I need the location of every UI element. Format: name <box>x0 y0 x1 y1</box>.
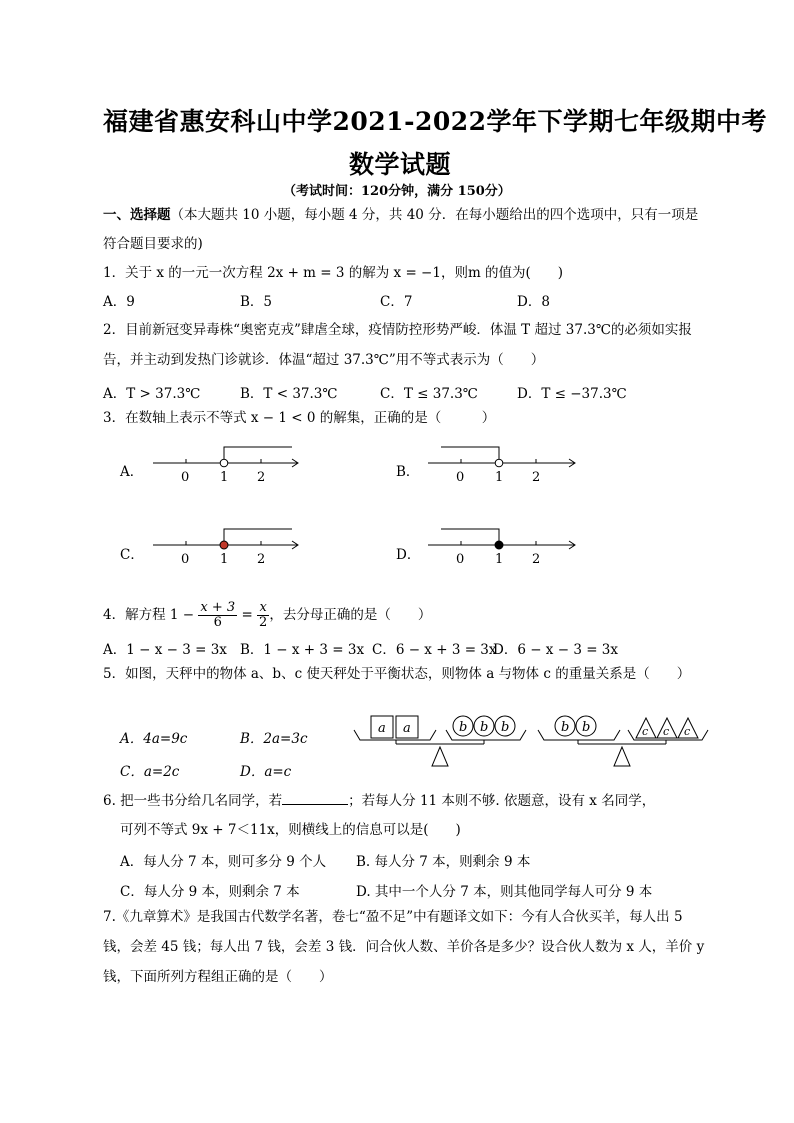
fulcrum <box>432 747 448 766</box>
q4-option-d[interactable]: D．6 − x − 3 = 3x <box>493 642 619 658</box>
section-intro-a: （本大题共 10 小题，每小题 4 分，共 40 分．在每小题给出的四个选项中，只有一项是 <box>170 207 699 223</box>
q6-option-b[interactable]: B. 每人分 7 本，则剩余 9 本 <box>356 854 531 870</box>
q1-option-a[interactable]: A．9 <box>103 294 135 310</box>
tick-label-2: 2 <box>257 470 266 485</box>
solution-bracket <box>441 447 499 463</box>
q3-numberline-d[interactable] <box>425 522 585 567</box>
ball-b-2-label: b <box>480 720 489 735</box>
q2-option-d[interactable]: D．T ≤ −37.3℃ <box>517 386 627 402</box>
page-title-line2: 数学试题 <box>349 150 452 179</box>
q4-frac2-num: x <box>257 601 269 616</box>
q4-fraction-1 <box>198 601 237 630</box>
tick-label-2: 2 <box>257 552 266 567</box>
balance-figure-2 <box>536 708 716 772</box>
ball-b-1-label: b <box>561 720 570 735</box>
q7-line2: 钱，会差 45 钱；每人出 7 钱，会差 3 钱．问合伙人数、羊价各是多少？设合伙人数为 x 人，羊价 y <box>103 939 705 955</box>
section-heading: 一、选择题 <box>103 207 171 223</box>
q3-numberline-a[interactable] <box>150 440 310 485</box>
q3-numberline-c[interactable] <box>150 522 310 567</box>
tick-label-0: 0 <box>456 552 465 567</box>
q3-label-c[interactable]: C． <box>120 547 144 563</box>
tick-label-1: 1 <box>495 552 504 567</box>
q5-option-b[interactable]: B．2a=3c <box>240 731 308 747</box>
q6-option-a[interactable]: A．每人分 7 本，则可多分 9 个人 <box>120 854 327 870</box>
tick-label-0: 0 <box>181 470 190 485</box>
q4-prefix: 4．解方程 1 − <box>103 607 195 623</box>
tick-label-0: 0 <box>456 470 465 485</box>
q5-option-d[interactable]: D．a=c <box>240 764 292 780</box>
tick-label-1: 1 <box>220 470 229 485</box>
q1-stem: 1．关于 x 的一元一次方程 2x + m = 3 的解为 x = −1，则m 的值为( ) <box>103 265 564 281</box>
q6-option-d[interactable]: D. 其中一个人分 7 本，则其他同学每人可分 9 本 <box>356 884 653 900</box>
exam-info: （考试时间：120分钟，满分 150分） <box>283 184 511 199</box>
q3-numberline-b[interactable] <box>425 440 585 485</box>
q6-blank[interactable] <box>282 790 348 805</box>
q2-option-a[interactable]: A．T > 37.3℃ <box>103 386 201 402</box>
q5-option-c[interactable]: C．a=2c <box>120 764 180 780</box>
q4-suffix: ，去分母正确的是（ ） <box>269 607 432 623</box>
section-intro <box>103 205 698 225</box>
q2-option-c[interactable]: C．T ≤ 37.3℃ <box>380 386 478 402</box>
q4-equals: = <box>241 607 253 623</box>
q6-option-c[interactable]: C．每人分 9 本，则剩余 7 本 <box>120 884 300 900</box>
q4-option-b[interactable]: B．1 − x + 3 = 3x <box>240 642 365 658</box>
q6-line1 <box>103 790 655 811</box>
filled-point <box>220 541 228 549</box>
q4-option-a[interactable]: A．1 − x − 3 = 3x <box>103 642 227 658</box>
q3-label-a[interactable]: A． <box>120 464 144 480</box>
tri-c-3-label: c <box>684 725 691 738</box>
tri-c-2-label: c <box>663 725 670 738</box>
tick-label-2: 2 <box>532 552 541 567</box>
box-a-2-label: a <box>403 721 411 736</box>
q2-line1: 2．目前新冠变异毒株“奥密克戎”肆虐全球，疫情防控形势严峻．体温 T 超过 37.3℃的必须如实报 <box>103 322 692 338</box>
ball-b-2-label: b <box>582 720 591 735</box>
tick-label-2: 2 <box>532 470 541 485</box>
q1-option-d[interactable]: D．8 <box>517 294 550 310</box>
q5-stem: 5．如图，天秤中的物体 a、b、c 使天秤处于平衡状态，则物体 a 与物体 c 的重量关系是（ ） <box>103 666 691 682</box>
q6-line1b: ；若每人分 11 本则不够. 依题意，设有 x 名同学， <box>348 793 656 809</box>
open-point <box>495 459 503 467</box>
solution-bracket <box>224 447 292 463</box>
filled-point <box>495 541 503 549</box>
tick-label-0: 0 <box>181 552 190 567</box>
box-a-1-label: a <box>378 721 386 736</box>
q6-line2: 可列不等式 9x + 7＜11x，则横线上的信息可以是( ) <box>120 822 461 838</box>
q1-option-c[interactable]: C．7 <box>380 294 413 310</box>
q3-label-b[interactable]: B． <box>396 464 420 480</box>
q4-option-c[interactable]: C．6 − x + 3 = 3x <box>372 642 497 658</box>
q1-option-b[interactable]: B．5 <box>240 294 273 310</box>
q6-line1a: 6. 把一些书分给几名同学，若 <box>103 793 283 809</box>
ball-b-1-label: b <box>459 720 468 735</box>
q4-stem <box>103 596 431 634</box>
q4-frac1-den: 6 <box>213 615 222 630</box>
solution-bracket <box>441 529 499 545</box>
q2-option-b[interactable]: B．T < 37.3℃ <box>240 386 338 402</box>
ball-b-3-label: b <box>501 720 510 735</box>
q3-label-d[interactable]: D． <box>396 547 421 563</box>
tick-label-1: 1 <box>495 470 504 485</box>
q2-line2: 告，并主动到发热门诊就诊．体温“超过 37.3℃”用不等式表示为（ ） <box>103 352 545 368</box>
q7-line3: 钱，下面所列方程组正确的是（ ） <box>103 969 333 985</box>
tick-label-1: 1 <box>220 552 229 567</box>
fulcrum <box>614 747 630 766</box>
balance-figure-1 <box>352 708 532 772</box>
left-pan <box>354 730 436 740</box>
page-title-line1: 福建省惠安科山中学2021-2022学年下学期七年级期中考 <box>103 107 768 136</box>
q5-option-a[interactable]: A．4a=9c <box>120 731 188 747</box>
q4-frac2-den: 2 <box>259 615 268 630</box>
open-point <box>220 459 228 467</box>
q7-line1: 7.《九章算术》是我国古代数学名著，卷七“盈不足”中有题译文如下：今有人合伙买羊，每人出 5 <box>103 909 683 925</box>
q4-frac1-num: x + 3 <box>200 600 236 615</box>
solution-bracket <box>224 529 292 545</box>
section-intro-b: 符合题目要求的) <box>103 236 203 252</box>
tri-c-1-label: c <box>642 725 649 738</box>
q3-stem: 3．在数轴上表示不等式 x − 1 < 0 的解集，正确的是（ ） <box>103 410 496 426</box>
q4-fraction-2 <box>257 601 269 630</box>
